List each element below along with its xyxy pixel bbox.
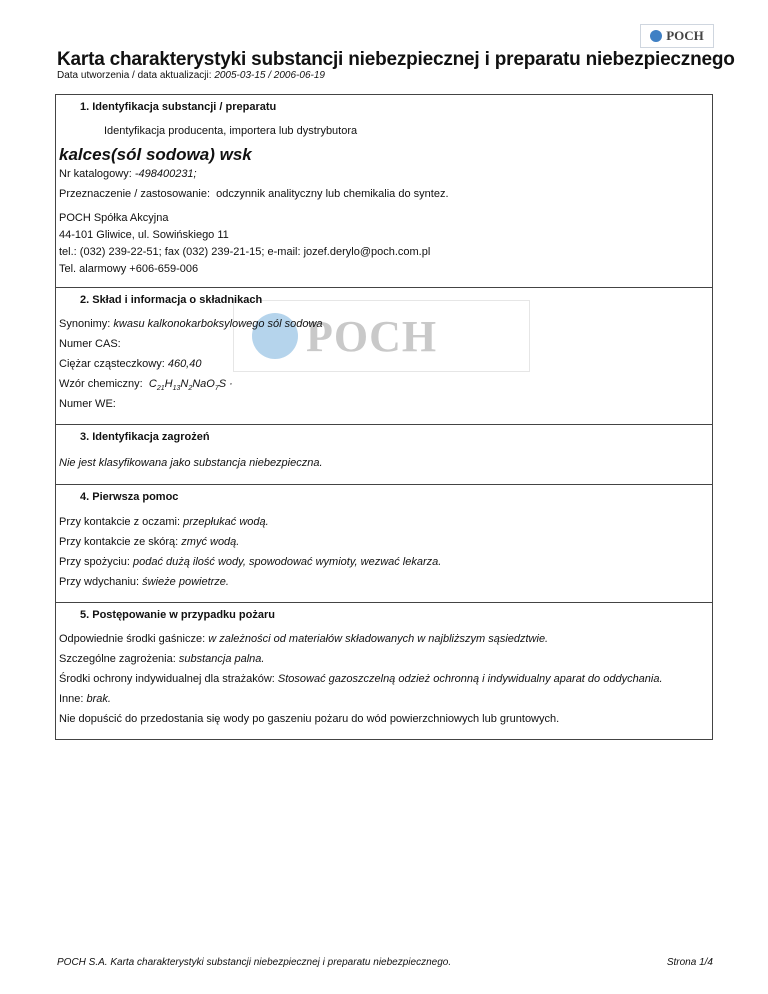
poch-logo xyxy=(640,24,714,48)
product-name: kalces(sól sodowa) wsk xyxy=(59,145,252,164)
fire-ppe: Środki ochrony indywidualnej dla strażaków: Stosować gazoszczelną odzież ochronną i indywidualny aparat do oddychania. xyxy=(59,673,663,685)
fire-extinguishing-media: Odpowiednie środki gaśnicze: w zależności od materiałów składowanych w najbliższym sąsiedztwie. xyxy=(59,633,549,645)
section5-heading: 5. Postępowanie w przypadku pożaru xyxy=(80,609,275,621)
section3-heading: 3. Identyfikacja zagrożeń xyxy=(80,431,210,443)
synonyms-label: Synonimy: xyxy=(59,318,111,330)
poch-watermark xyxy=(233,300,530,372)
catalog-line xyxy=(59,168,197,180)
poch-logo-text: POCH xyxy=(666,28,704,43)
section2-heading: 2. Skład i informacja o składnikach xyxy=(80,294,263,306)
divider xyxy=(55,287,713,288)
mass-label: Ciężar cząsteczkowy: xyxy=(59,358,165,370)
we-label: Numer WE: xyxy=(59,398,116,410)
document-title: Karta charakterystyki substancji niebezpiecznej i preparatu niebezpiecznego xyxy=(57,49,735,70)
dates-label: Data utworzenia / data aktualizacji: xyxy=(57,70,212,81)
poch-logo-icon xyxy=(650,30,662,42)
mass-line xyxy=(59,358,201,370)
divider xyxy=(55,602,713,603)
first-aid-inhalation: Przy wdychaniu: świeże powietrze. xyxy=(59,576,229,588)
company-address: 44-101 Gliwice, ul. Sowińskiego 11 xyxy=(59,229,229,241)
first-aid-eyes: Przy kontakcie z oczami: przepłukać wodą. xyxy=(59,516,269,528)
purpose-line xyxy=(59,188,449,200)
hazard-statement: Nie jest klasyfikowana jako substancja niebezpieczna. xyxy=(59,457,323,469)
fire-special-hazards: Szczególne zagrożenia: substancja palna. xyxy=(59,653,265,665)
page-number: Strona 1/4 xyxy=(666,957,713,968)
first-aid-ingestion: Przy spożyciu: podać dużą ilość wody, spowodować wymioty, wezwać lekarza. xyxy=(59,556,442,568)
catalog-label: Nr katalogowy: xyxy=(59,168,132,180)
company-contact: tel.: (032) 239-22-51; fax (032) 239-21-15; e-mail: jozef.derylo@poch.com.pl xyxy=(59,246,431,258)
section1-heading: 1. Identyfikacja substancji / preparatu xyxy=(80,101,277,113)
chemical-formula: $C_{21}H_{13}N_2NaO_7S$ · xyxy=(148,378,233,393)
synonyms-value: kwasu kalkonokarboksylowego sól sodowa xyxy=(113,318,323,330)
fire-other: Inne: brak. xyxy=(59,693,111,705)
company-name: POCH Spółka Akcyjna xyxy=(59,212,169,224)
catalog-value: -498400231; xyxy=(134,168,197,180)
document-dates xyxy=(57,70,325,81)
dates-value: 2005-03-15 / 2006-06-19 xyxy=(214,70,325,81)
cas-label: Numer CAS: xyxy=(59,338,121,350)
divider xyxy=(55,484,713,485)
purpose-value: odczynnik analityczny lub chemikalia do syntez. xyxy=(216,188,449,200)
footer-title: POCH S.A. Karta charakterystyki substancji niebezpiecznej i preparatu niebezpiecznego. xyxy=(57,957,452,968)
alarm-phone: Tel. alarmowy +606-659-006 xyxy=(59,263,199,275)
divider xyxy=(55,424,713,425)
poch-watermark-text: POCH xyxy=(306,312,438,361)
synonyms-line xyxy=(59,318,323,330)
purpose-label: Przeznaczenie / zastosowanie: xyxy=(59,188,211,200)
section4-heading: 4. Pierwsza pomoc xyxy=(80,491,179,503)
formula-line xyxy=(59,378,233,392)
section1-subheading: Identyfikacja producenta, importera lub dystrybutora xyxy=(104,125,358,137)
first-aid-skin: Przy kontakcie ze skórą: zmyć wodą. xyxy=(59,536,240,548)
mass-value: 460,40 xyxy=(167,358,202,370)
fire-note: Nie dopuścić do przedostania się wody po gaszeniu pożaru do wód powierzchniowych lub gruntowych. xyxy=(59,713,560,725)
formula-label: Wzór chemiczny: xyxy=(59,378,143,390)
